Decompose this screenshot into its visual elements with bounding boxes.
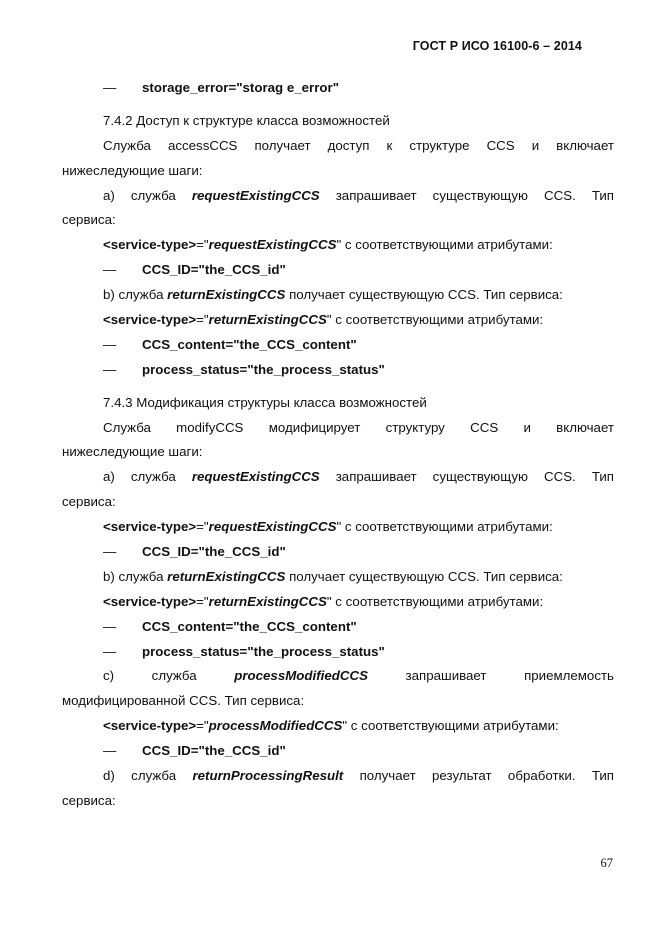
paragraph-line: Служба modifyCCS модифицирует структуру CCS и включает [103, 419, 614, 435]
list-item: — process_status="the_process_status" [103, 361, 385, 377]
section-heading: 7.4.3 Модификация структуры класса возможностей [103, 394, 427, 410]
page-header: ГОСТ Р ИСО 16100-6 – 2014 [412, 39, 582, 53]
list-item: — CCS_content="the_CCS_content" [103, 618, 357, 634]
list-item: а) служба requestExistingCCS запрашивает существующую CCS. Тип [103, 187, 614, 203]
list-item: d) служба returnProcessingResult получает результат обработки. Тип [103, 768, 614, 784]
paragraph-line: сервиса: [62, 212, 116, 228]
paragraph-line: нижеследующие шаги: [62, 162, 203, 178]
paragraph-line: модифицированной CCS. Тип сервиса: [62, 693, 305, 709]
paragraph-line: Служба accessCCS получает доступ к структуре CCS и включает [103, 137, 614, 153]
service-type-line: <service-type>="returnExistingCCS" с соответствующими атрибутами: [103, 593, 544, 609]
list-item: — CCS_ID="the_CCS_id" [103, 544, 286, 560]
list-item: — CCS_ID="the_CCS_id" [103, 262, 286, 278]
list-item: — CCS_content="the_CCS_content" [103, 336, 357, 352]
paragraph-line: нижеследующие шаги: [62, 444, 203, 460]
list-item: с) служба processModifiedCCS запрашивает приемлемость [103, 668, 614, 684]
section-heading: 7.4.2 Доступ к структуре класса возможностей [103, 112, 390, 128]
list-item: а) служба requestExistingCCS запрашивает существующую CCS. Тип [103, 469, 614, 485]
service-type-line: <service-type>="requestExistingCCS" с соответствующими атрибутами: [103, 519, 553, 535]
service-type-line: <service-type>="requestExistingCCS" с соответствующими атрибутами: [103, 237, 553, 253]
service-type-line: <service-type>="returnExistingCCS" с соответствующими атрибутами: [103, 312, 544, 328]
list-item: — process_status="the_process_status" [103, 643, 385, 659]
paragraph-line: сервиса: [62, 494, 116, 510]
list-item: b) служба returnExistingCCS получает существующую CCS. Тип сервиса: [103, 568, 563, 584]
list-item: — storage_error="storag e_error" [103, 80, 340, 95]
service-type-line: <service-type>="processModifiedCCS" с соответствующими атрибутами: [103, 718, 559, 734]
paragraph-line: сервиса: [62, 792, 116, 808]
document-body [62, 76, 614, 814]
list-item: b) служба returnExistingCCS получает существующую CCS. Тип сервиса: [103, 287, 563, 303]
list-item: — CCS_ID="the_CCS_id" [103, 743, 286, 759]
page-number: 67 [600, 856, 613, 870]
